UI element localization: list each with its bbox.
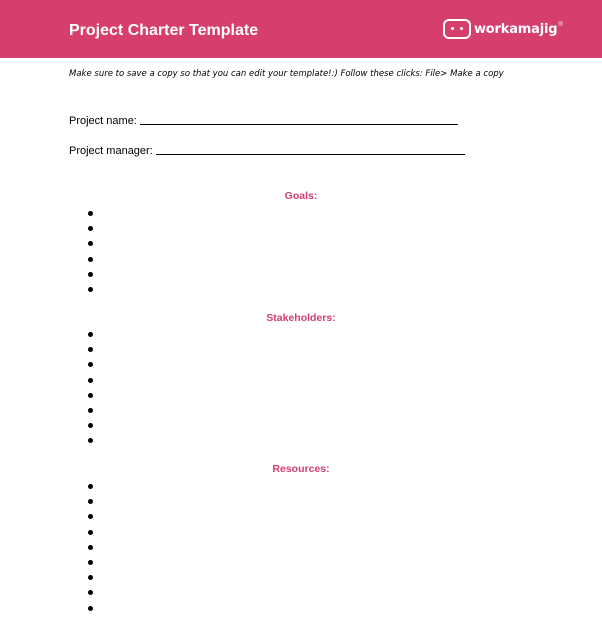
document-title: Project Charter Template [69,22,259,39]
instruction-note: Make sure to save a copy so that you can edit your template!:) Follow these clicks: File> Make a copy [69,69,504,79]
header-banner [0,0,602,58]
goals-heading: Goals: [284,190,318,202]
logo-trademark: ® [558,22,563,28]
project-manager-blank[interactable] [156,153,465,155]
project-name-blank[interactable] [140,123,458,125]
project-manager-field [69,145,465,157]
resources-heading: Resources: [272,463,330,475]
project-name-label: Project name: [69,115,137,127]
logo-icon [443,19,471,39]
workamajig-logo [443,16,563,42]
logo-text: workamajig [474,21,558,37]
stakeholders-heading: Stakeholders: [266,312,336,324]
project-name-field [69,115,458,127]
project-manager-label: Project manager: [69,145,153,157]
